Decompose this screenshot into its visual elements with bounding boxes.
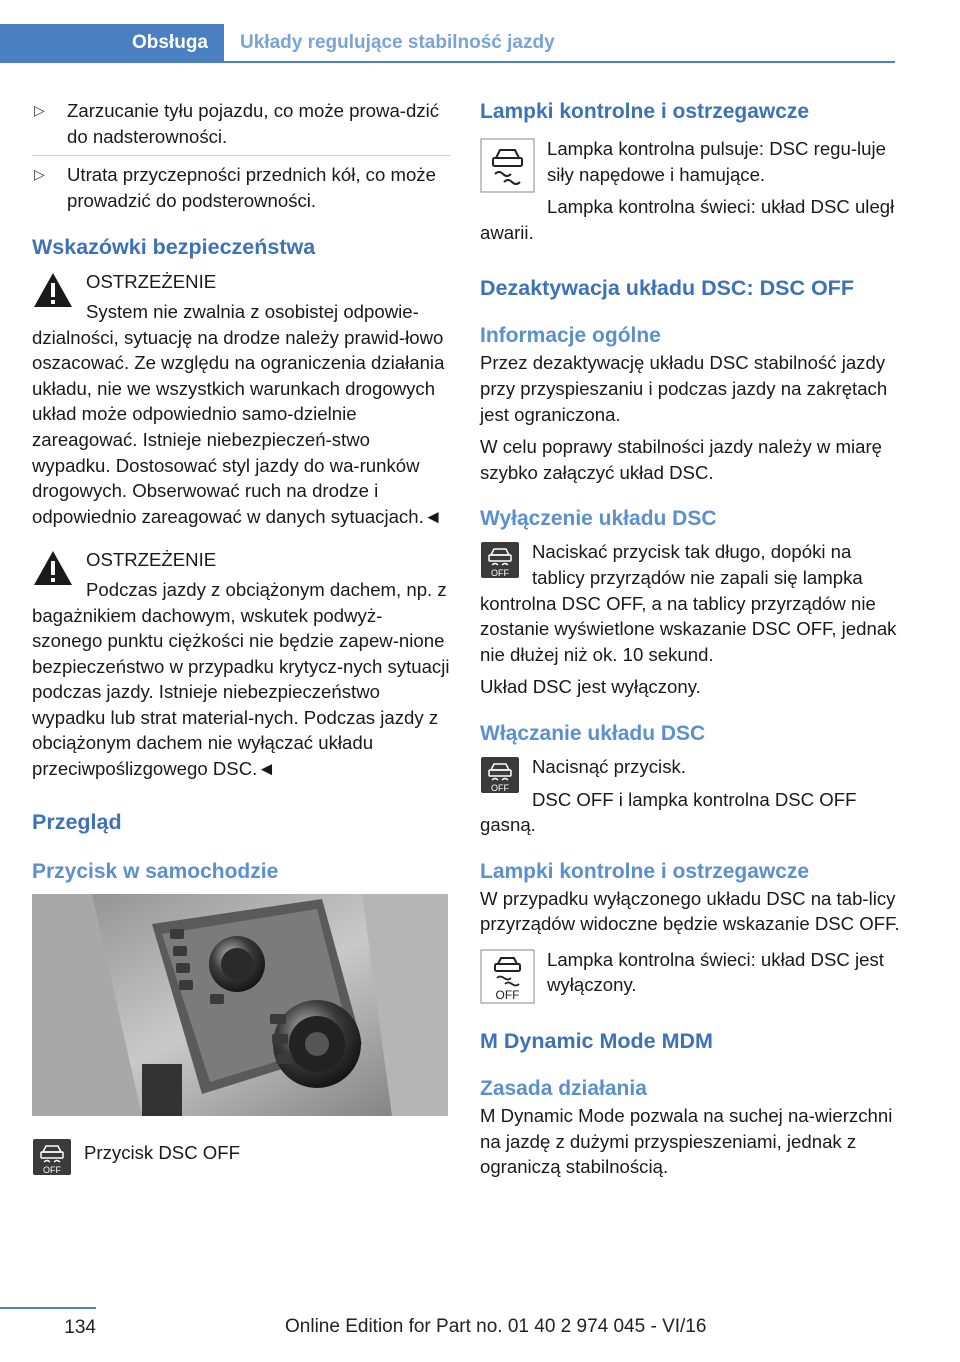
subheading-off: Wyłączenie układu DSC bbox=[480, 507, 717, 531]
subheading-button: Przycisk w samochodzie bbox=[32, 859, 279, 883]
bullet-triangle-icon: ▷ bbox=[34, 102, 45, 118]
off-label: OFF bbox=[495, 987, 520, 1002]
lamp-on-text: Lampka kontrolna świeci: układ DSC uległ awarii. bbox=[480, 196, 895, 243]
section-heading-mdm: M Dynamic Mode MDM bbox=[480, 1029, 713, 1054]
lamp-pulse-text: Lampka kontrolna pulsuje: DSC regu-luje siły napędowe i hamujące. bbox=[547, 138, 886, 185]
left-column bbox=[32, 98, 450, 1176]
warning-text: Podczas jazdy z obciążonym dachem, np. z bagażnikiem dachowym, wskutek podwyż-szonego punktu ciężkości nie będzie zapew-nione bezpieczeństwo w przypadku krytycz-nych sytuacji podczas jazdy. Istnieje niebezpieczeństwo wypadku lub strat material-nych. Podczas jazdy z obciążonym dachem nie wyłączać układu przeciwpoślizgowego DSC.◄ bbox=[32, 578, 450, 780]
dsc-lamp-icon bbox=[480, 138, 535, 193]
bullet-triangle-icon: ▷ bbox=[34, 166, 45, 183]
icon-caption-row bbox=[32, 1136, 450, 1176]
general-paragraph: W celu poprawy stabilności jazdy należy w miarę szybko załączyć układ DSC. bbox=[480, 436, 882, 483]
subheading-lamps-2: Lampki kontrolne i ostrzegawcze bbox=[480, 859, 810, 883]
dsc-off-button-icon bbox=[32, 1138, 72, 1176]
subheading-on: Włączanie układu DSC bbox=[480, 721, 706, 745]
warning-title: OSTRZEŻENIE bbox=[86, 271, 217, 293]
icon-text-block bbox=[480, 539, 900, 667]
section-heading-safety: Wskazówki bezpieczeństwa bbox=[32, 235, 316, 260]
on-instruction: Nacisnąć przycisk. bbox=[532, 755, 686, 777]
lamps-paragraph: W przypadku wyłączonego układu DSC na tab-licy przyrządów widoczne będzie wskazanie DSC OFF. bbox=[480, 887, 900, 935]
warning-block bbox=[32, 547, 450, 781]
subheading-general: Informacje ogólne bbox=[480, 324, 661, 348]
off-result: Układ DSC jest wyłączony. bbox=[480, 676, 701, 698]
page-number: 134 bbox=[64, 1317, 96, 1338]
off-label: OFF bbox=[491, 782, 509, 793]
warning-block bbox=[32, 269, 450, 529]
bullet-text: Utrata przyczepności przednich kół, co może prowadzić do podsterowności. bbox=[67, 164, 436, 211]
dsc-off-button-icon bbox=[480, 541, 520, 579]
off-label: OFF bbox=[43, 1165, 61, 1176]
warning-triangle-icon bbox=[32, 549, 74, 587]
lamps-icon-text: Lampka kontrolna świeci: układ DSC jest wyłączony. bbox=[547, 948, 884, 996]
warning-title: OSTRZEŻENIE bbox=[86, 549, 217, 571]
subheading-principle: Zasada działania bbox=[480, 1077, 647, 1101]
general-paragraph: Przez dezaktywację układu DSC stabilność jazdy przy przyspieszaniu i podczas jazdy na zakrętach jest ograniczona. bbox=[480, 352, 888, 425]
button-caption: Przycisk DSC OFF bbox=[84, 1142, 240, 1164]
dsc-off-lamp-icon bbox=[480, 949, 535, 1004]
list-divider bbox=[32, 155, 450, 156]
section-tab-inactive: Układy regulujące stabilność jazdy bbox=[240, 32, 555, 53]
icon-text-block bbox=[480, 754, 900, 838]
edition-text: Online Edition for Part no. 01 40 2 974 045 - VI/16 bbox=[285, 1316, 707, 1337]
center-console-photo bbox=[32, 894, 448, 1116]
principle-paragraph: M Dynamic Mode pozwala na suchej na-wierzchni na jazdę z dużymi przyspieszeniami, jednak z ograniczą stabilnością. bbox=[480, 1105, 893, 1178]
subheading-lamps: Lampki kontrolne i ostrzegawcze bbox=[480, 100, 810, 123]
section-heading-overview: Przegląd bbox=[32, 809, 122, 834]
warning-triangle-icon bbox=[32, 271, 74, 309]
bullet-text: Zarzucanie tyłu pojazdu, co może prowa-dzić do nadsterowności. bbox=[67, 100, 440, 147]
section-heading-deactivation: Dezaktywacja układu DSC: DSC OFF bbox=[480, 276, 854, 301]
list-item bbox=[32, 98, 450, 149]
header-rule bbox=[0, 61, 895, 63]
page-header bbox=[0, 24, 895, 62]
right-column bbox=[480, 98, 900, 1187]
dsc-off-button-icon bbox=[480, 756, 520, 794]
icon-text-block bbox=[480, 947, 900, 1005]
on-result: DSC OFF i lampka kontrolna DSC OFF gasną. bbox=[480, 788, 857, 836]
off-instruction: Naciskać przycisk tak długo, dopóki na tablicy przyrządów nie zapali się lampka kontrolna DSC OFF, a na tablicy przyrządów nie zostanie wyświetlone wskazanie DSC OFF, jednak nie dłużej niż ok. 10 sekund. bbox=[480, 541, 897, 665]
off-label: OFF bbox=[491, 568, 509, 579]
icon-text-block bbox=[480, 136, 900, 252]
footer-rule bbox=[0, 1307, 96, 1309]
warning-text: System nie zwalnia z osobistej odpowie-dzialności, sytuację na drodze należy prawid-łowo oszacować. Ze względu na ograniczenia działania układu, nie we wszystkich warunkach drogowych układ może odpowiednio samo-dzielnie zareagować. Istnieje niebezpieczeń-stwo wypadku. Dostosować styl jazdy do wa-runków drogowych. Obserwować ruch na drodze i odpowiednio zareagować w danych sytuacjach.◄ bbox=[32, 300, 445, 527]
list-item bbox=[32, 162, 450, 213]
section-tab-active: Obsługa bbox=[0, 24, 224, 62]
